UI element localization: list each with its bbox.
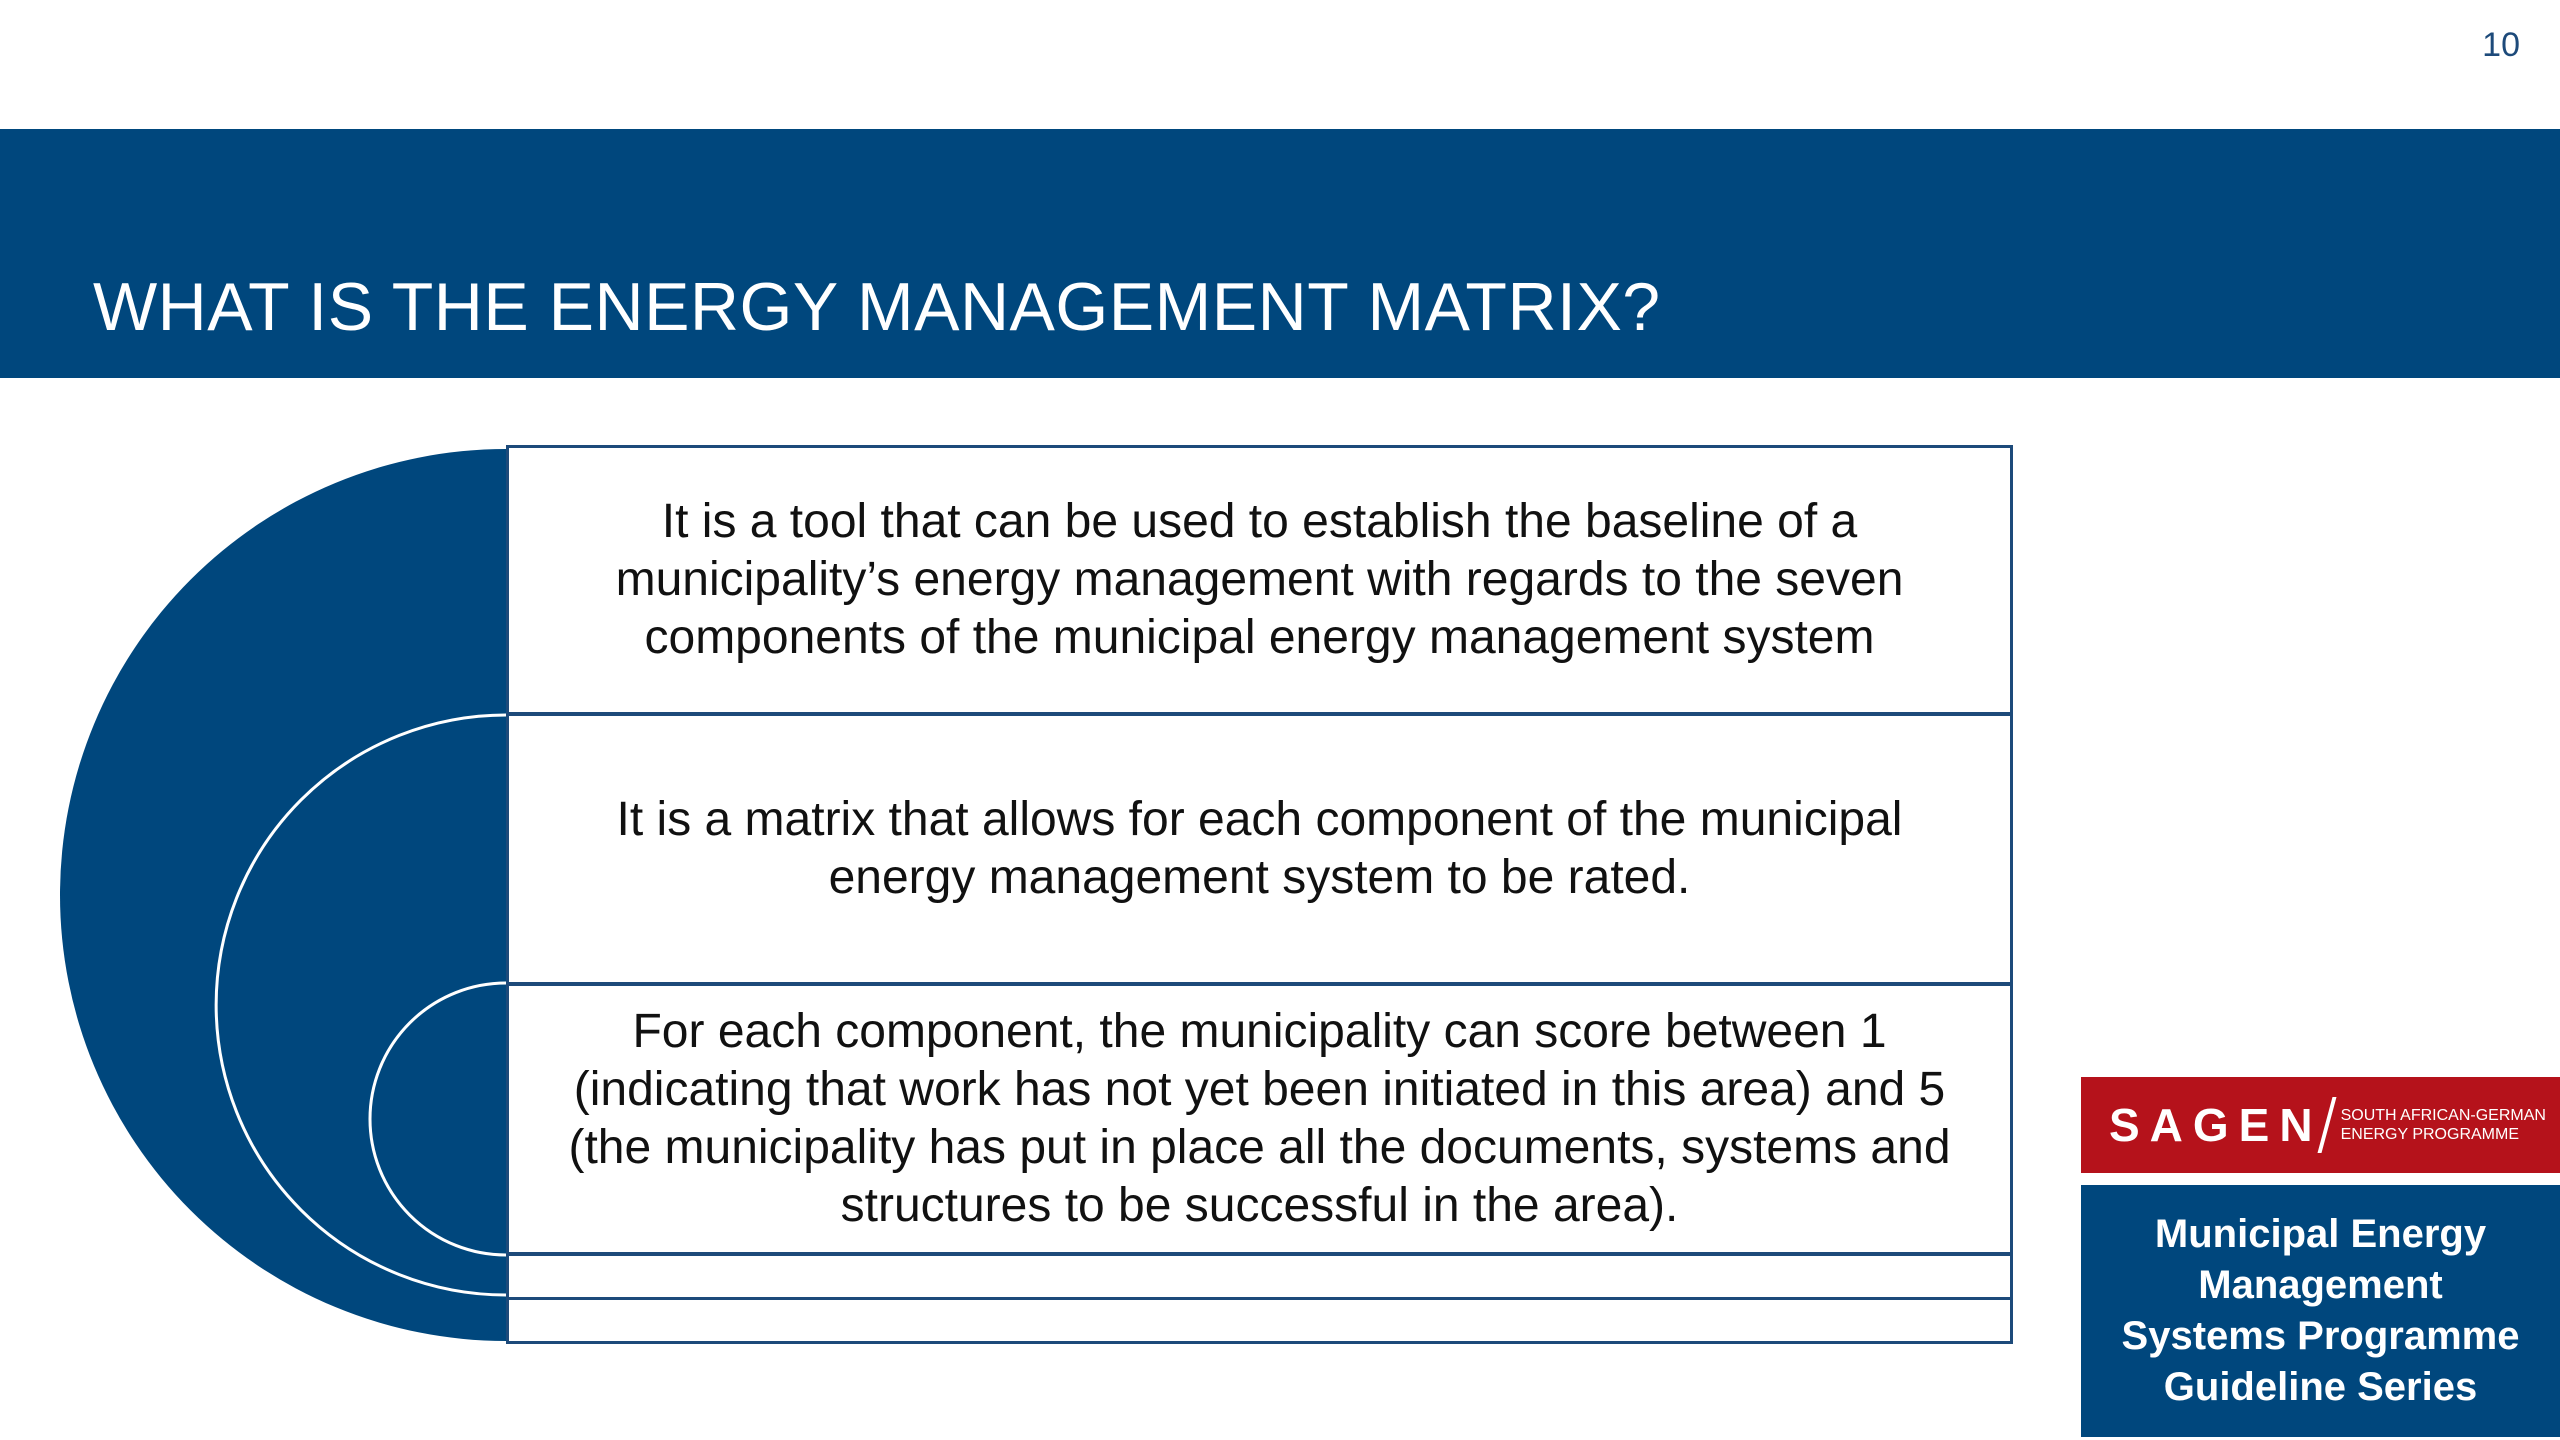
page-number: 10 (2482, 26, 2520, 64)
empty-box-2 (506, 1297, 2013, 1344)
guideline-series-box (2081, 1185, 2560, 1437)
sagen-logo-text: SAGEN (2109, 1099, 2323, 1151)
matrix-rating-box (506, 713, 2013, 985)
matrix-description-box (506, 445, 2013, 715)
sagen-subtitle-line-2: ENERGY PROGRAMME (2340, 1126, 2519, 1143)
sagen-subtitle-line-1: SOUTH AFRICAN-GERMAN (2340, 1107, 2546, 1124)
matrix-scoring-box (506, 983, 2013, 1255)
matrix-scoring-text: For each component, the municipality can score between 1 (indicating that work has not yet been initiated in this area) and 5 (the municipality has put in place all the documents, systems and structures to be successful in the area). (568, 1005, 1951, 1232)
outer-arc (60, 449, 506, 1341)
matrix-rating-text: It is a matrix that allows for each component of the municipal energy management system to be rated. (616, 793, 1903, 904)
guideline-series-title: Municipal Energy Management Systems Programme Guideline Series (2121, 1212, 2520, 1409)
slide-title: WHAT IS THE ENERGY MANAGEMENT MATRIX? (93, 269, 1661, 345)
sagen-logo-subtitle (2341, 1106, 2546, 1144)
sagen-logo (2081, 1077, 2560, 1173)
empty-box-1 (506, 1253, 2013, 1300)
matrix-description-text: It is a tool that can be used to establish the baseline of a municipality’s energy management with regards to the seven components of the municipal energy management system (615, 495, 1904, 664)
